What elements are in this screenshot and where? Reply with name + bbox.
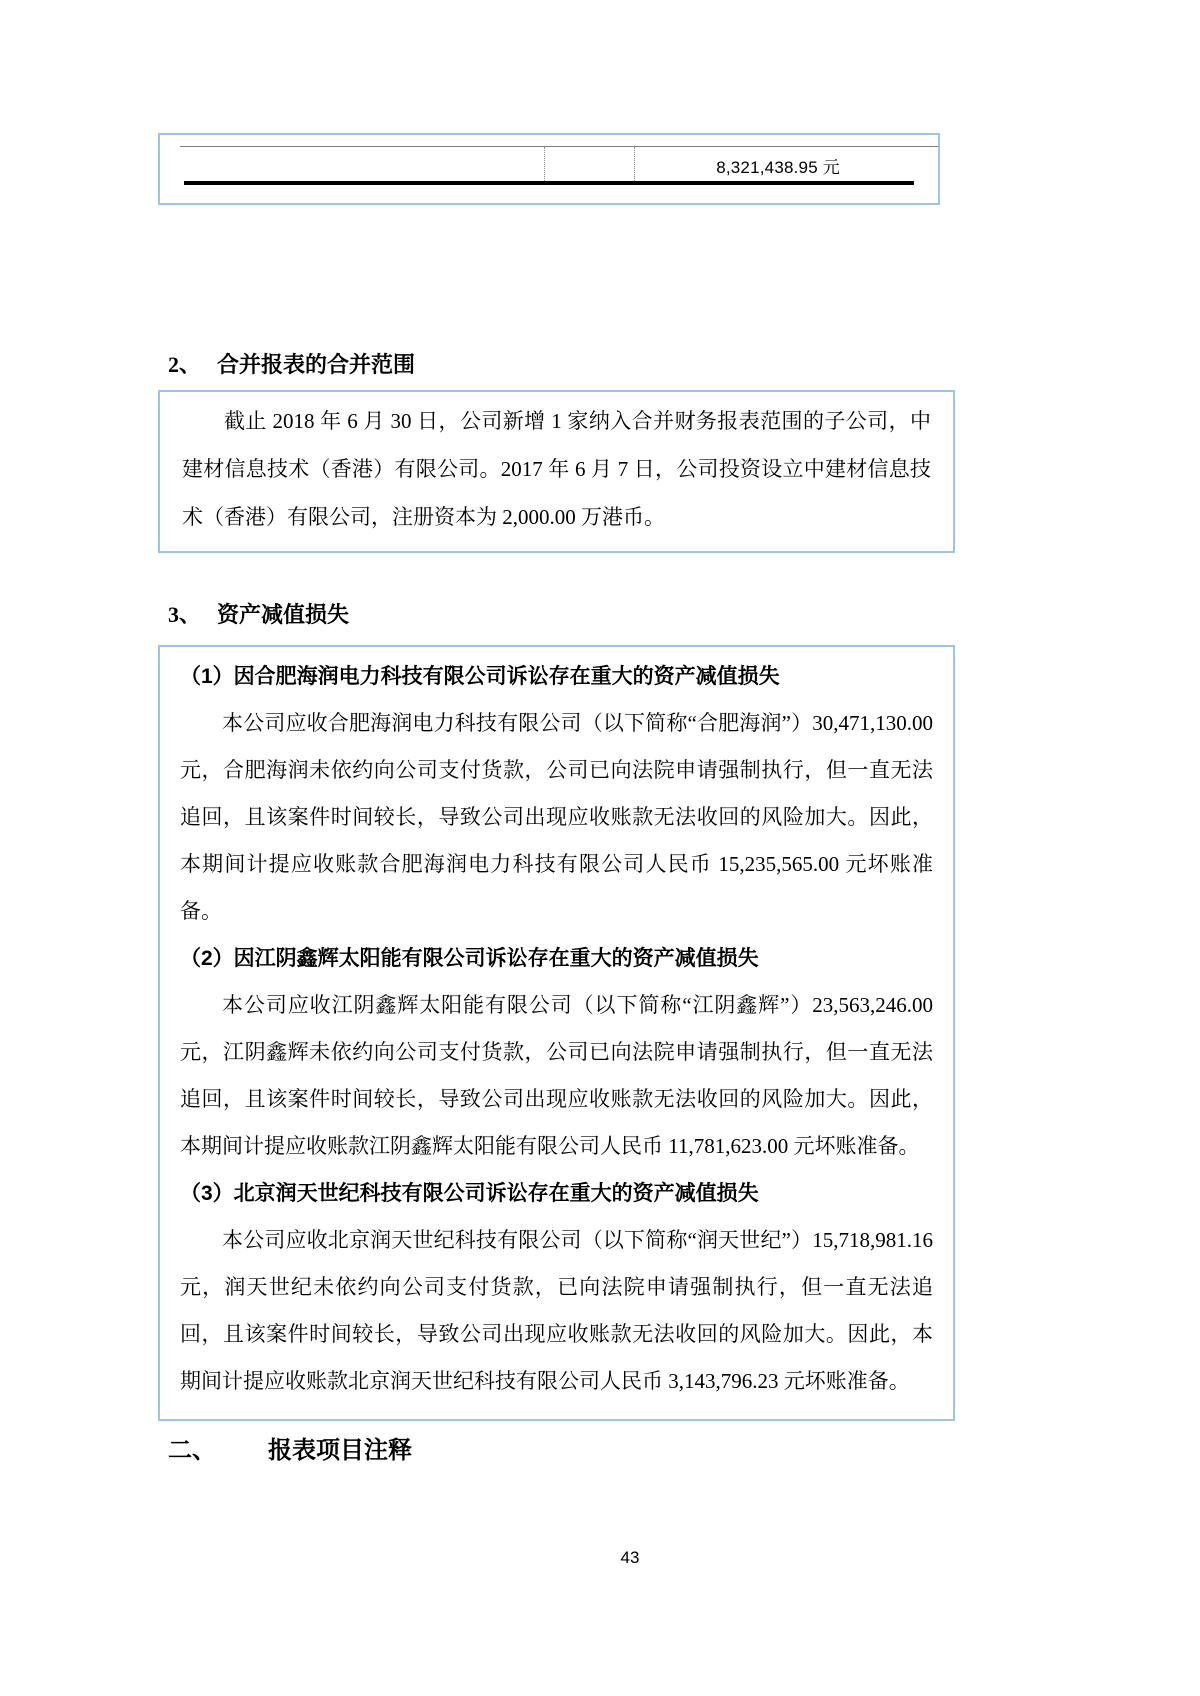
table-bottom-rule [184,181,914,185]
consolidation-scope-paragraph: 截止 2018 年 6 月 30 日，公司新增 1 家纳入合并财务报表范围的子公司，中建材信息技术（香港）有限公司。2017 年 6 月 7 日，公司投资设立中建材信息技术（香港）有限公司，注册资本为 2,000.00 万港币。 [182,409,931,529]
section-number: 3、 [168,602,202,627]
table-row [180,146,938,183]
table-cell-label [180,147,545,183]
section-heading-report-item-notes [168,1430,412,1465]
impairment-item-2-title: （2）因江阴鑫辉太阳能有限公司诉讼存在重大的资产减值损失 [180,947,759,970]
section-title: 报表项目注释 [268,1437,412,1464]
section-title: 资产减值损失 [217,602,350,627]
impairment-item-1-paragraph: 本公司应收合肥海润电力科技有限公司（以下简称“合肥海润”）30,471,130.00 元，合肥海润未依约向公司支付货款，公司已向法院申请强制执行，但一直无法追回，且该案件时间较长，导致公司出现应收账款无法收回的风险加大。因此，本期间计提应收账款合肥海润电力科技有限公司人民币 15,235,565.00 元坏账准备。 [180,711,933,923]
table-cell-amount: 8,321,438.95 元 [716,157,840,177]
consolidation-scope-box [158,390,955,553]
impairment-loss-box [158,645,955,1421]
page-number: 43 [620,1548,640,1567]
section-number: 2、 [168,352,202,377]
section-heading-consolidation-scope [168,348,415,379]
impairment-item-3-title: （3）北京润天世纪科技有限公司诉讼存在重大的资产减值损失 [180,1182,759,1205]
table-fragment-box [158,133,940,205]
section-title: 合并报表的合并范围 [217,352,416,377]
section-number: 二、 [168,1438,216,1464]
impairment-item-3-paragraph: 本公司应收北京润天世纪科技有限公司（以下简称“润天世纪”）15,718,981.16 元，润天世纪未依约向公司支付货款，已向法院申请强制执行，但一直无法追回，且该案件时间较长，导致公司出现应收账款无法收回的风险加大。因此，本期间计提应收账款北京润天世纪科技有限公司人民币 3,143,796.23 元坏账准备。 [180,1228,933,1393]
table-cell-middle [545,147,635,183]
impairment-item-1-title: （1）因合肥海润电力科技有限公司诉讼存在重大的资产减值损失 [180,665,780,688]
impairment-item-2-paragraph: 本公司应收江阴鑫辉太阳能有限公司（以下简称“江阴鑫辉”）23,563,246.00 元，江阴鑫辉未依约向公司支付货款，公司已向法院申请强制执行，但一直无法追回，且该案件时间较长，导致公司出现应收账款无法收回的风险加大。因此，本期间计提应收账款江阴鑫辉太阳能有限公司人民币 11,781,623.00 元坏账准备。 [180,993,933,1158]
section-heading-impairment-loss [168,598,349,629]
